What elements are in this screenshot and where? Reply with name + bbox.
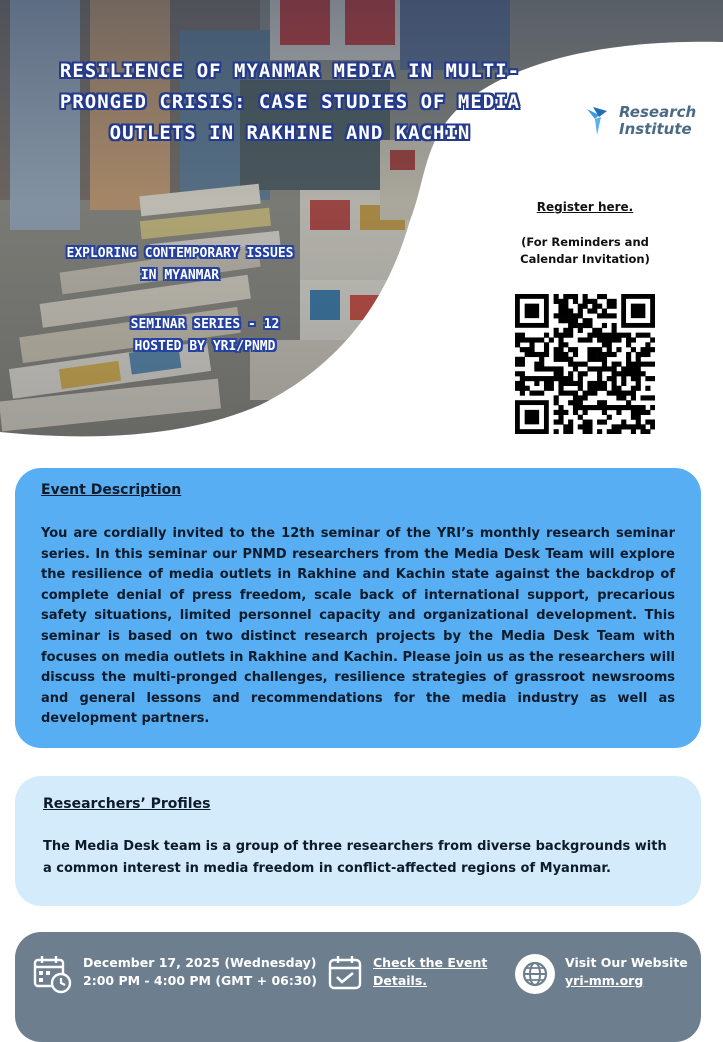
registration-qr-code[interactable] [515,294,655,434]
researchers-profile-heading: Researchers’ Profiles [43,796,211,812]
researchers-profile-text: The Media Desk team is a group of three researchers from diverse backgrounds with a common interest in media freedom in conflict-affected regions of Myanmar. [43,839,667,876]
research-institute-logo [585,104,703,138]
register-note [505,234,665,268]
logo-text [619,104,703,138]
event-details-line-2[interactable]: Details. [373,973,428,988]
series-line-2: HOSTED BY YRI/PNMD [134,339,276,354]
seminar-theme [60,243,300,287]
event-title: RESILIENCE OF MYANMAR MEDIA IN MULTI-PRONGED CRISIS: CASE STUDIES OF MEDIA OUTLETS IN RAKHINE AND KACHIN [59,60,521,144]
researchers-profile-card [15,776,701,906]
series-info [95,314,315,358]
logo-line-2: Institute [619,120,692,138]
logo-line-1: Research [619,103,697,121]
calendar-clock-icon [33,954,73,994]
event-description-card [15,468,701,748]
website-url[interactable]: yri-mm.org [565,973,644,988]
series-line-1: SEMINAR SERIES - 12 [130,317,280,332]
event-description-heading: Event Description [41,482,182,498]
event-info-footer [15,932,701,1042]
website-link[interactable] [515,954,688,994]
website-label: Visit Our Website [565,955,688,970]
event-date-time [33,954,317,994]
register-link[interactable]: Register here. [536,200,634,214]
event-details-link[interactable] [327,954,487,992]
register-note-line-2: Calendar Invitation) [520,252,650,266]
event-time: 2:00 PM - 4:00 PM (GMT + 06:30) [83,973,317,988]
theme-line-1: EXPLORING CONTEMPORARY ISSUES [66,246,294,261]
theme-line-2: IN MYANMAR [140,268,220,283]
bird-logo-icon [585,105,611,137]
event-description-text: You are cordially invited to the 12th seminar of the YRI’s monthly research seminar series. In this seminar our PNMD researchers from the Media Desk Team will explore the resilience of media outlets in Rakhine and Kachin state against the backdrop of complete denial of press freedom, scale back of international support, precarious safety situations, limited personnel capacity and organizational development. This seminar is based on two distinct research projects by the Media Desk Team with focuses on media outlets in Rakhine and Kachin. Please join us as the researchers will discuss the multi-pronged challenges, resilience strategies of grassroot newsrooms and general lessons and recommendations for the media industry as well as development partners. [41,526,675,727]
event-date: December 17, 2025 (Wednesday) [83,955,317,970]
calendar-check-icon [327,954,363,992]
event-details-line-1[interactable]: Check the Event [373,955,488,970]
register-note-line-1: (For Reminders and [521,235,649,249]
globe-icon [515,954,555,994]
